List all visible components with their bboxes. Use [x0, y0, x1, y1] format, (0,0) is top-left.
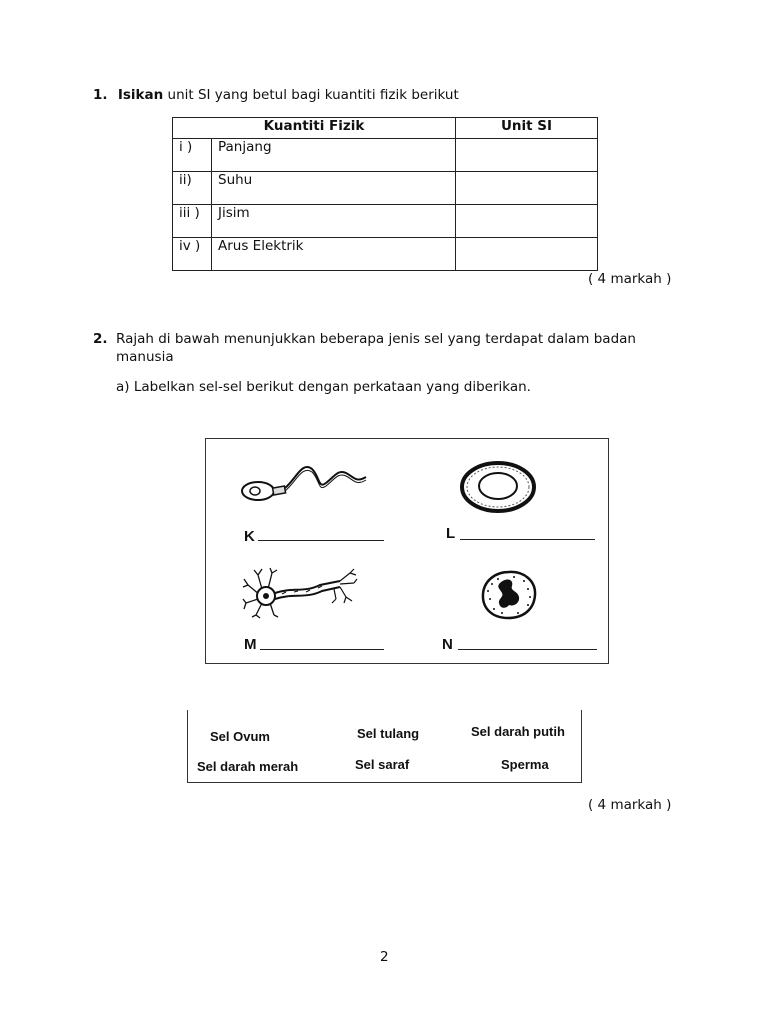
row-quantity: Suhu — [212, 172, 456, 205]
answer-line-m[interactable] — [260, 649, 384, 650]
word-bank — [187, 710, 582, 783]
table-header-row — [173, 118, 598, 139]
header-unit: Unit SI — [456, 118, 598, 139]
table-row — [173, 205, 598, 238]
question-1-marks: ( 4 markah ) — [588, 271, 672, 287]
question-1-prompt — [93, 87, 459, 103]
row-quantity: Arus Elektrik — [212, 238, 456, 271]
page-number: 2 — [380, 949, 389, 965]
answer-line-k[interactable] — [258, 540, 384, 541]
question-2-text-line2: manusia — [116, 349, 174, 365]
question-1-text: unit SI yang betul bagi kuantiti fizik berikut — [163, 87, 459, 103]
row-quantity: Panjang — [212, 139, 456, 172]
word-sperma: Sperma — [501, 757, 549, 772]
red-blood-cell-icon — [458, 459, 538, 515]
row-number: iv ) — [173, 238, 212, 271]
word-sel-darah-putih: Sel darah putih — [471, 724, 565, 739]
white-blood-cell-icon — [478, 569, 540, 621]
header-quantity: Kuantiti Fizik — [173, 118, 456, 139]
row-number: ii) — [173, 172, 212, 205]
label-k: K — [244, 528, 255, 545]
nerve-cell-icon — [242, 567, 358, 619]
table-row — [173, 172, 598, 205]
row-number: i ) — [173, 139, 212, 172]
row-quantity: Jisim — [212, 205, 456, 238]
word-sel-darah-merah: Sel darah merah — [197, 759, 299, 774]
row-unit-answer[interactable] — [456, 238, 598, 271]
question-2-part-a: a) Labelkan sel-sel berikut dengan perkataan yang diberikan. — [116, 379, 531, 395]
table-row — [173, 139, 598, 172]
answer-line-l[interactable] — [460, 539, 595, 540]
word-sel-ovum: Sel Ovum — [210, 729, 270, 744]
si-units-table — [172, 117, 598, 271]
question-1-number: 1. — [93, 87, 108, 103]
table-row — [173, 238, 598, 271]
question-2-marks: ( 4 markah ) — [588, 797, 672, 813]
sperm-cell-icon — [238, 457, 374, 507]
question-2-text-line1: Rajah di bawah menunjukkan beberapa jenis sel yang terdapat dalam badan — [116, 331, 636, 347]
question-1-lead: Isikan — [117, 87, 164, 103]
label-n: N — [442, 636, 453, 653]
label-m: M — [244, 636, 257, 653]
label-l: L — [446, 525, 456, 542]
row-number: iii ) — [173, 205, 212, 238]
word-sel-tulang: Sel tulang — [357, 726, 420, 741]
row-unit-answer[interactable] — [456, 205, 598, 238]
cell-diagram — [205, 438, 609, 664]
answer-line-n[interactable] — [458, 649, 597, 650]
question-2-number: 2. — [93, 331, 108, 347]
row-unit-answer[interactable] — [456, 139, 598, 172]
row-unit-answer[interactable] — [456, 172, 598, 205]
word-sel-saraf: Sel saraf — [355, 757, 410, 772]
